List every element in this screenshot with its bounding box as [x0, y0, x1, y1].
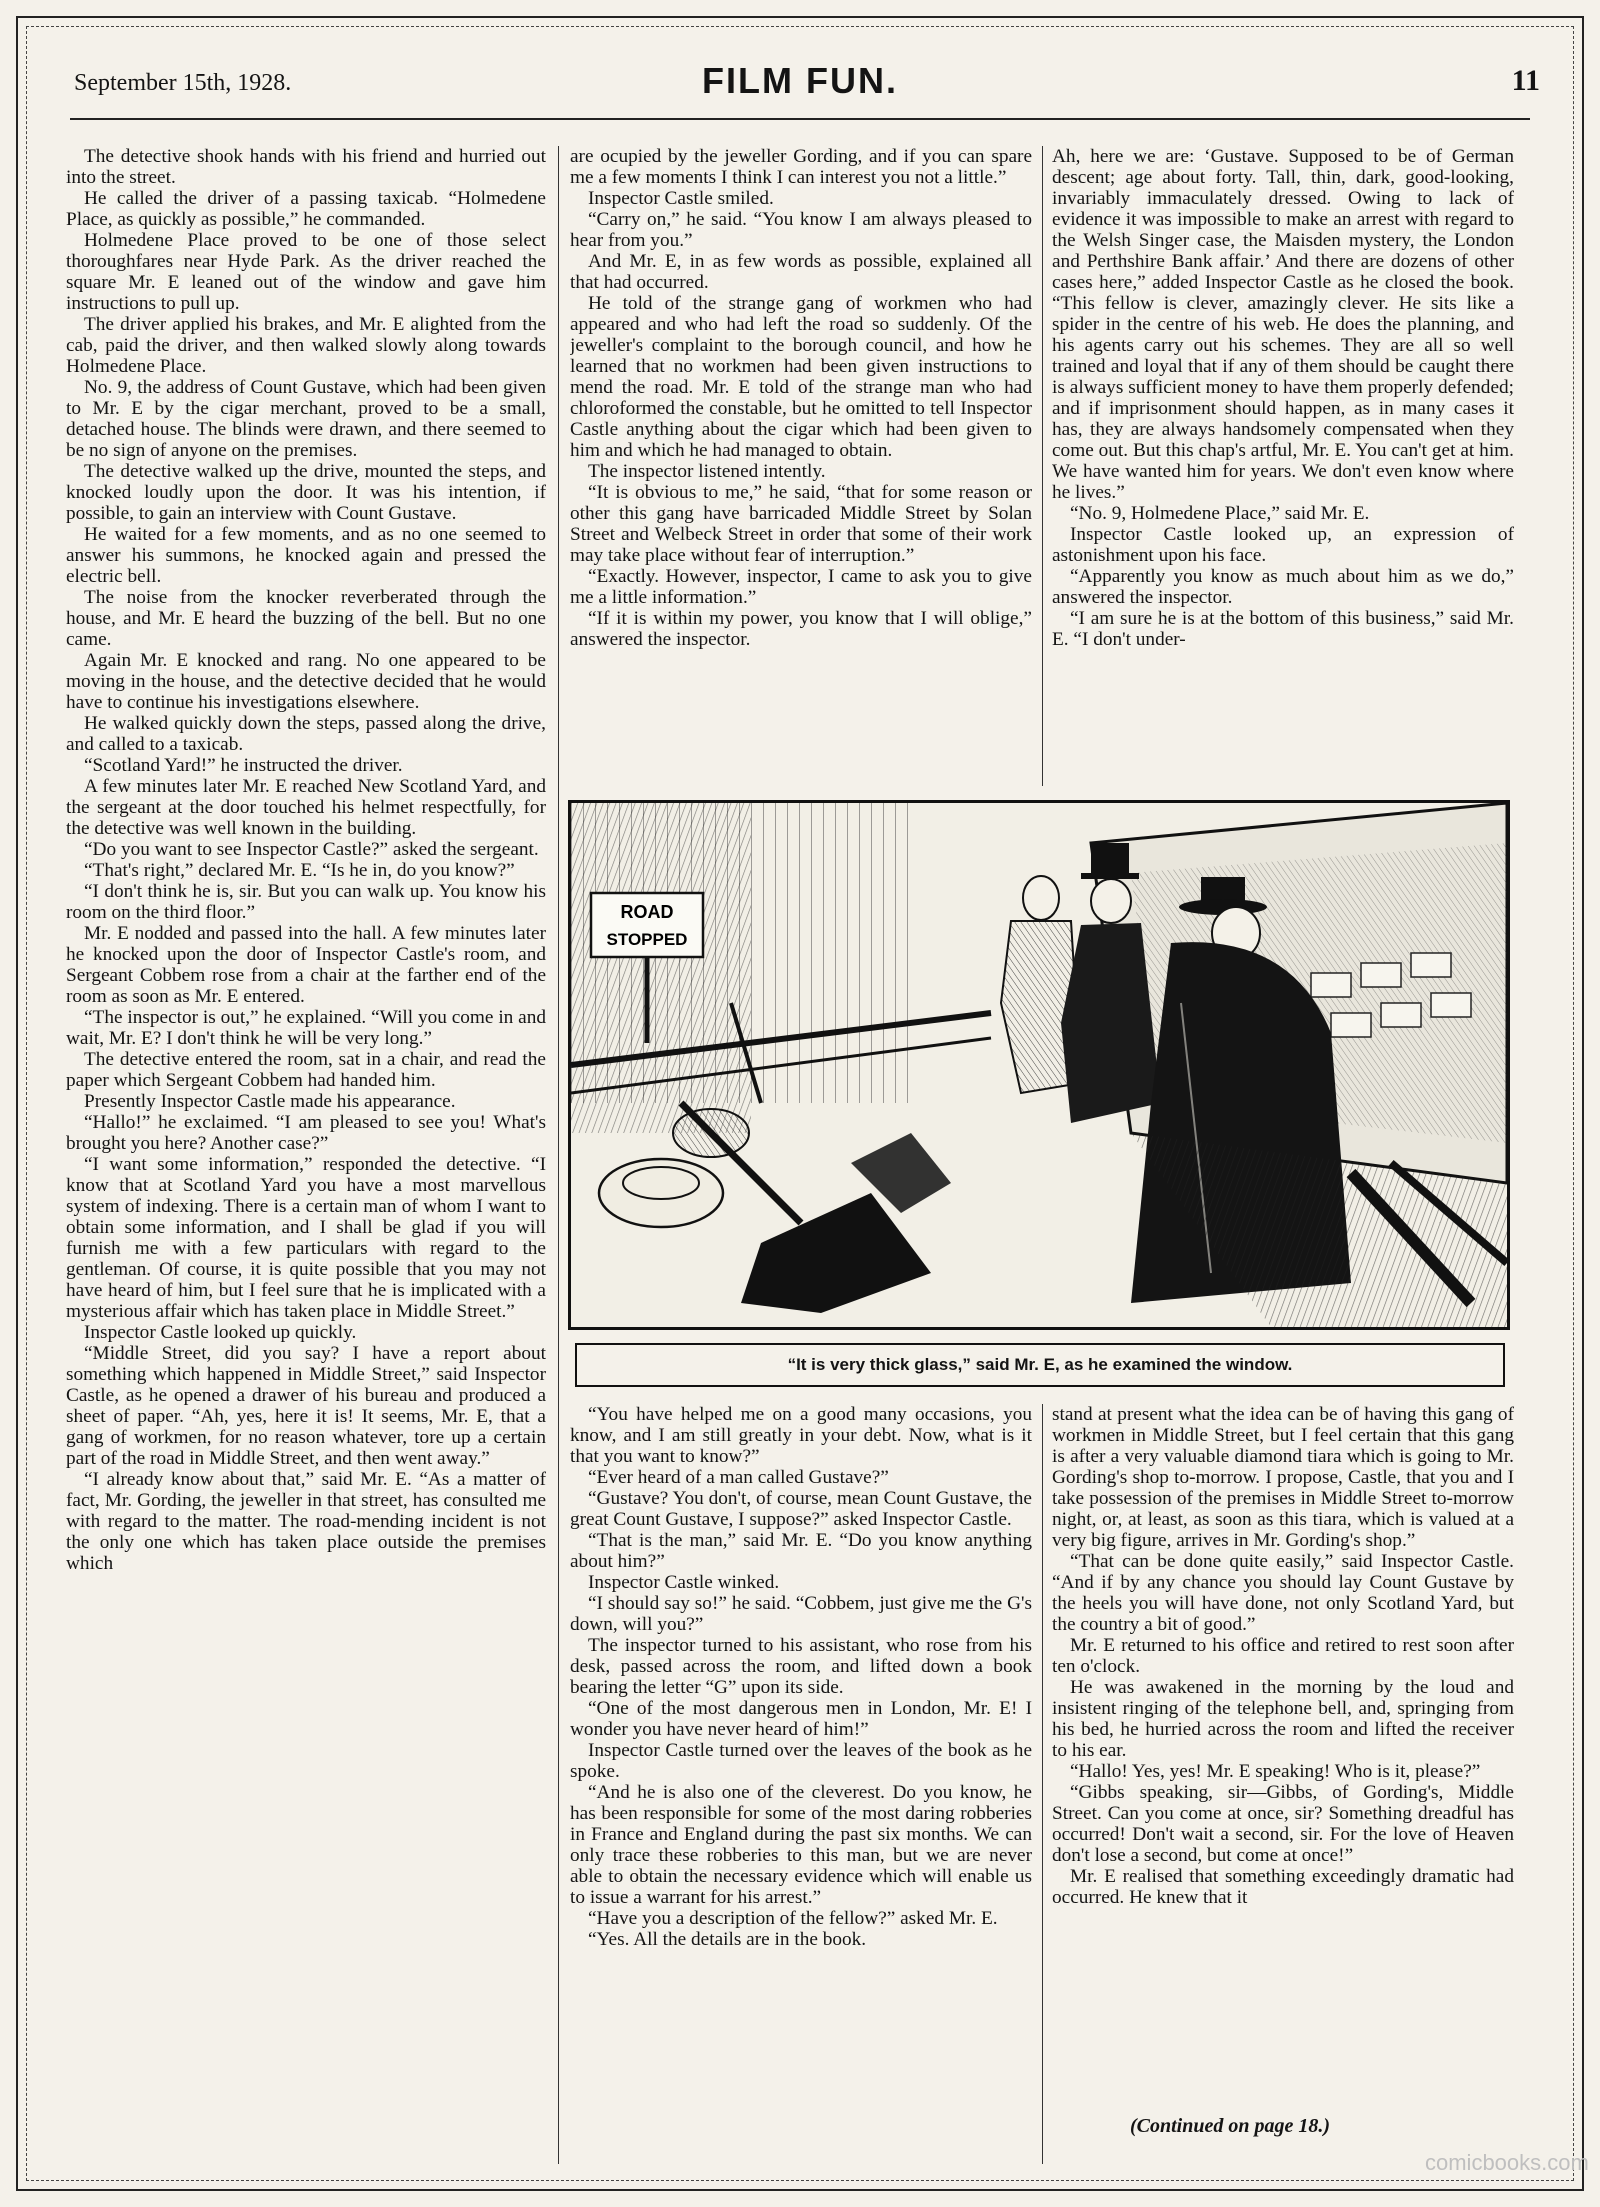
- paragraph: He walked quickly down the steps, passed along the drive, and called to a taxicab.: [66, 713, 546, 755]
- paragraph: “That is the man,” said Mr. E. “Do you know anything about him?”: [570, 1530, 1032, 1572]
- paragraph: No. 9, the address of Count Gustave, which had been given to Mr. E by the cigar merchant, proved to be a small, detached house. The blinds were drawn, and there seemed to be no sign of anyone on the premises.: [66, 377, 546, 461]
- paragraph: He waited for a few moments, and as no one seemed to answer his summons, he knocked again and pressed the electric bell.: [66, 524, 546, 587]
- paragraph: “Gustave? You don't, of course, mean Count Gustave, the great Count Gustave, I suppose?” asked Inspector Castle.: [570, 1488, 1032, 1530]
- paragraph: “No. 9, Holmedene Place,” said Mr. E.: [1070, 503, 1370, 524]
- paragraph: Inspector Castle smiled.: [588, 188, 774, 209]
- paragraph: Mr. E realised that something exceedingly dramatic had occurred. He knew that it: [1052, 1866, 1514, 1908]
- paragraph: Presently Inspector Castle made his appearance.: [84, 1091, 456, 1112]
- sign-text-road: ROAD: [620, 902, 674, 922]
- text-column-2-bottom: [570, 1404, 1032, 2164]
- paragraph: Inspector Castle turned over the leaves of the book as he spoke.: [570, 1740, 1032, 1782]
- page-number: 11: [1511, 64, 1540, 97]
- paragraph: And Mr. E, in as few words as possible, explained all that had occurred.: [570, 251, 1032, 293]
- paragraph: “If it is within my power, you know that I will oblige,” answered the inspector.: [570, 608, 1032, 650]
- paragraph: The noise from the knocker reverberated through the house, and Mr. E heard the buzzing of the bell. But no one came.: [66, 587, 546, 650]
- sign-text-stopped: STOPPED: [606, 930, 688, 949]
- paragraph: He called the driver of a passing taxicab. “Holmedene Place, as quickly as possible,” he commanded.: [66, 188, 546, 230]
- paragraph: Ah, here we are: ‘Gustave. Supposed to be of German descent; age about forty. Tall, thin, dark, good-looking, invariably immaculately dressed. Owing to lack of evidence it was impossible to make an arrest with regard to the Welsh Singer case, the Maisden mystery, the London and Perthshire Bank affair.’ And there are dozens of other cases here,” added Inspector Castle as he closed the book. “This fellow is clever, amazingly clever. He sits like a spider in the centre of his web. He does the planning, and his agents carry out his schemes. They are all so well trained and loyal that if any of them should be caught there is always sufficient money to have them properly defended; and if imprisonment should happen, as in many cases it has, they are always handsomely compensated when they come out. But this chap's artful, Mr. E. You can't get at him. We have wanted him for years. We don't even know where he lives.”: [1052, 146, 1514, 503]
- issue-date: September 15th, 1928.: [74, 70, 292, 96]
- paragraph: Inspector Castle looked up, an expression of astonishment upon his face.: [1052, 524, 1514, 566]
- paragraph: “You have helped me on a good many occasions, you know, and I am still greatly in your debt. Now, what is it that you want to know?”: [570, 1404, 1032, 1467]
- illustration-caption: “It is very thick glass,” said Mr. E, as he examined the window.: [575, 1343, 1505, 1387]
- paragraph: “Have you a description of the fellow?” asked Mr. E.: [588, 1908, 998, 1929]
- paragraph: “Gibbs speaking, sir—Gibbs, of Gording's, Middle Street. Can you come at once, sir? Something dreadful has occurred! Don't wait a second, sir. For the love of Heaven don't lose a second, but come at once!”: [1052, 1782, 1514, 1866]
- paragraph: “I should say so!” he said. “Cobbem, just give me the G's down, will you?”: [570, 1593, 1032, 1635]
- paragraph: “Yes. All the details are in the book.: [588, 1929, 867, 1950]
- paragraph: “That's right,” declared Mr. E. “Is he in, do you know?”: [84, 860, 515, 881]
- continued-note: (Continued on page 18.): [1130, 2115, 1331, 2137]
- paragraph: The inspector turned to his assistant, who rose from his desk, passed across the room, and lifted down a book bearing the letter “G” upon its side.: [570, 1635, 1032, 1698]
- paragraph: “One of the most dangerous men in London, Mr. E! I wonder you have never heard of him!”: [570, 1698, 1032, 1740]
- text-column-2-top: [570, 146, 1032, 786]
- paragraph: “That can be done quite easily,” said Inspector Castle. “And if by any chance you should lay Count Gustave by the heels you will have done, not only Scotland Yard, but the country a bit of good.”: [1052, 1551, 1514, 1635]
- paragraph: “Hallo! Yes, yes! Mr. E speaking! Who is it, please?”: [1070, 1761, 1481, 1782]
- column-divider-2-bottom: [1042, 1404, 1043, 2164]
- paragraph: Again Mr. E knocked and rang. No one appeared to be moving in the house, and the detective decided that he would have to continue his investigations elsewhere.: [66, 650, 546, 713]
- paragraph: Mr. E nodded and passed into the hall. A few minutes later he knocked upon the door of Inspector Castle's room, and Sergeant Cobbem rose from a chair at the farther end of the room as soon as Mr. E entered.: [66, 923, 546, 1007]
- paragraph: Mr. E returned to his office and retired to rest soon after ten o'clock.: [1052, 1635, 1514, 1677]
- paragraph: “I want some information,” responded the detective. “I know that at Scotland Yard you have a most marvellous system of indexing. There is a certain man of whom I want to obtain some information, and I shall be glad if you will furnish me with a few particulars with regard to the gentleman. Of course, it is quite possible that you may not have heard of him, but I feel sure that he is implicated with a mysterious affair which has taken place in Middle Street.”: [66, 1154, 546, 1322]
- paragraph: The detective walked up the drive, mounted the steps, and knocked loudly upon the door. It was his intention, if possible, to gain an interview with Count Gustave.: [66, 461, 546, 524]
- paragraph: “Apparently you know as much about him as we do,” answered the inspector.: [1052, 566, 1514, 608]
- page-header: [50, 40, 1550, 126]
- paragraph: Inspector Castle winked.: [588, 1572, 780, 1593]
- paragraph: “Hallo!” he exclaimed. “I am pleased to see you! What's brought you here? Another case?”: [66, 1112, 546, 1154]
- paragraph: The detective entered the room, sat in a chair, and read the paper which Sergeant Cobbem had handed him.: [66, 1049, 546, 1091]
- paragraph: “It is obvious to me,” he said, “that for some reason or other this gang have barricaded Middle Street by Solan Street and Welbeck Street in order that some of their work may take place without fear of interruption.”: [570, 482, 1032, 566]
- paragraph: He was awakened in the morning by the loud and insistent ringing of the telephone bell, and, springing from his bed, he hurried across the room and lifted the receiver to his ear.: [1052, 1677, 1514, 1761]
- paragraph: Inspector Castle looked up quickly.: [84, 1322, 357, 1343]
- paragraph: stand at present what the idea can be of having this gang of workmen in Middle Street, but I feel certain that this gang is after a very valuable diamond tiara which is going to Mr. Gording's shop to-morrow. I propose, Castle, that you and I take possession of the premises in Middle Street to-morrow night, or, at least, as soon as this tiara, which is valued at a very big figure, arrives in Mr. Gording's shop.”: [1052, 1404, 1514, 1551]
- publication-title: FILM FUN.: [702, 60, 898, 101]
- paragraph: “The inspector is out,” he explained. “Will you come in and wait, Mr. E? I don't think he will be very long.”: [66, 1007, 546, 1049]
- paragraph: The detective shook hands with his friend and hurried out into the street.: [66, 146, 546, 188]
- paragraph: “Do you want to see Inspector Castle?” asked the sergeant.: [84, 839, 539, 860]
- paragraph: “I already know about that,” said Mr. E. “As a matter of fact, Mr. Gording, the jeweller in that street, has consulted me with regard to the matter. The road-mending incident is not the only one which has taken place outside the premises which: [66, 1469, 546, 1574]
- story-illustration: [568, 800, 1510, 1330]
- paragraph: A few minutes later Mr. E reached New Scotland Yard, and the sergeant at the door touched his helmet respectfully, for the detective was well known in the building.: [66, 776, 546, 839]
- paragraph: are ocupied by the jeweller Gording, and if you can spare me a few moments I think I can interest you not a little.”: [570, 146, 1032, 188]
- source-watermark: comicbooks.com: [1425, 2150, 1589, 2175]
- text-column-1: [66, 146, 546, 2164]
- paragraph: “Scotland Yard!” he instructed the driver.: [84, 755, 403, 776]
- paragraph: The driver applied his brakes, and Mr. E alighted from the cab, paid the driver, and then walked slowly along towards Holmedene Place.: [66, 314, 546, 377]
- paragraph: Holmedene Place proved to be one of those select thoroughfares near Hyde Park. As the driver reached the square Mr. E leaned out of the window and gave him instructions to pull up.: [66, 230, 546, 314]
- paragraph: “Ever heard of a man called Gustave?”: [588, 1467, 889, 1488]
- text-column-3-bottom: [1052, 1404, 1514, 2110]
- paragraph: He told of the strange gang of workmen who had appeared and who had left the road so suddenly. Of the jeweller's complaint to the borough council, and how he learned that no workmen had been given instructions to mend the road. Mr. E told of the strange man who had chloroformed the constable, but he omitted to tell Inspector Castle anything about the cigar which had been given to him and which he had managed to obtain.: [570, 293, 1032, 461]
- paragraph: “I am sure he is at the bottom of this business,” said Mr. E. “I don't under-: [1052, 608, 1514, 650]
- paragraph: “Middle Street, did you say? I have a report about something which happened in Middle Street,” said Inspector Castle, as he opened a drawer of his bureau and produced a sheet of paper. “Ah, yes, here it is! It seems, Mr. E, that a gang of workmen, for no reason whatever, tore up a certain part of the road in Middle Street, and then went away.”: [66, 1343, 546, 1469]
- column-divider-2-top: [1042, 146, 1043, 786]
- paragraph: “I don't think he is, sir. But you can walk up. You know his room on the third floor.”: [66, 881, 546, 923]
- paragraph: The inspector listened intently.: [588, 461, 826, 482]
- header-rule: [70, 118, 1530, 120]
- paragraph: “And he is also one of the cleverest. Do you know, he has been responsible for some of the most daring robberies in France and England during the past six months. We can only trace these robberies to this man, but we are never able to obtain the necessary evidence which will enable us to issue a warrant for his arrest.”: [570, 1782, 1032, 1908]
- paragraph: “Carry on,” he said. “You know I am always pleased to hear from you.”: [570, 209, 1032, 251]
- paragraph: “Exactly. However, inspector, I came to ask you to give me a little information.”: [570, 566, 1032, 608]
- text-column-3-top: [1052, 146, 1514, 786]
- illustration-drawing: [571, 803, 1507, 1327]
- column-divider-1: [558, 146, 559, 2164]
